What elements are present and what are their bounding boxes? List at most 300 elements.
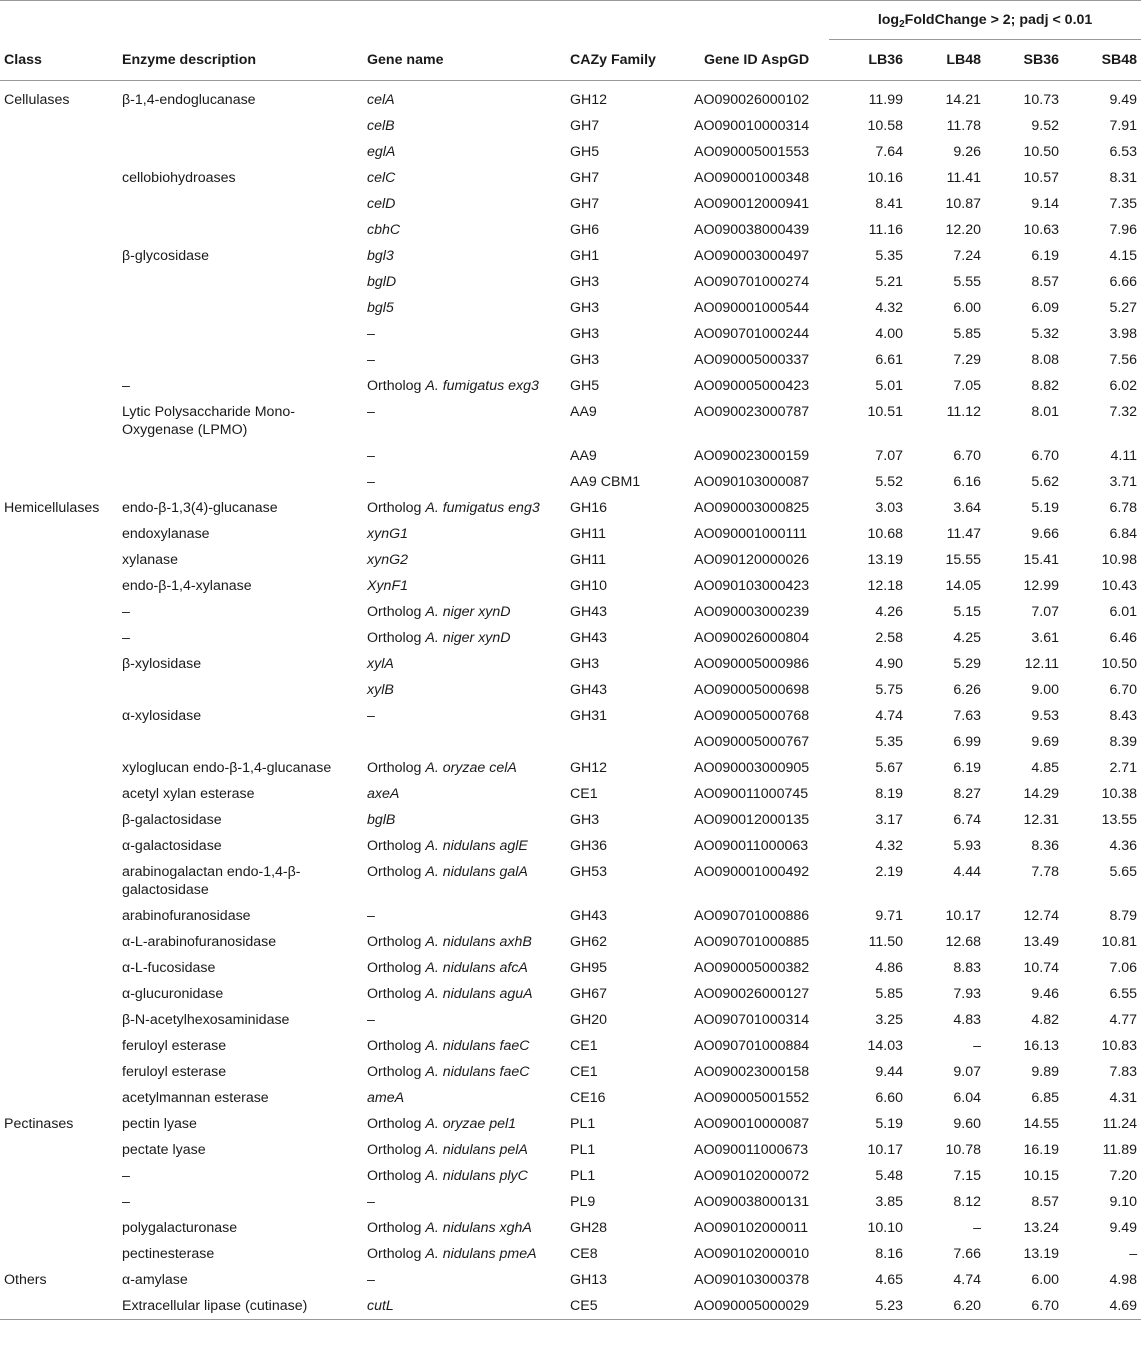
cell-gene-name	[363, 191, 566, 217]
cell-gene-id: AO090023000159	[694, 448, 810, 464]
gene-italic: celB	[367, 118, 395, 134]
cell-gene-name	[363, 547, 566, 573]
header-blank	[0, 1, 829, 40]
cell-gene-name	[363, 469, 566, 495]
cell-gene-name	[363, 1137, 566, 1163]
cell-lb36: 13.19	[867, 552, 904, 568]
gene-prefix: –	[367, 1194, 375, 1210]
cell-cazy-family: GH20	[570, 1012, 608, 1028]
cell-enzyme: cellobiohydroases	[122, 170, 236, 186]
cell-lb36: 5.19	[875, 1116, 904, 1132]
cell-class	[0, 729, 118, 755]
cell-class	[0, 1007, 118, 1033]
cell-lb36: 5.35	[875, 248, 904, 264]
cell-gene-id: AO090103000423	[694, 578, 810, 594]
table-row	[0, 399, 1141, 443]
cell-cazy-family: CE16	[570, 1090, 606, 1106]
cell-lb48: 10.78	[945, 1142, 982, 1158]
cell-sb36: 16.19	[1023, 1142, 1060, 1158]
cell-gene-id: AO090005001553	[694, 144, 810, 160]
cell-gene-name	[363, 347, 566, 373]
cell-sb48: 6.78	[1109, 500, 1138, 516]
cell-sb48: 9.10	[1109, 1194, 1138, 1210]
cell-cazy-family: GH6	[570, 222, 600, 238]
cell-class	[0, 781, 118, 807]
cell-lb36: 14.03	[867, 1038, 904, 1054]
cell-sb36: 10.15	[1023, 1168, 1060, 1184]
cell-class	[0, 1137, 118, 1163]
table-body	[0, 81, 1141, 1320]
cell-lb48: 4.83	[953, 1012, 982, 1028]
cell-gene-name	[363, 729, 566, 755]
table-row	[0, 243, 1141, 269]
table-row	[0, 1033, 1141, 1059]
table-row	[0, 599, 1141, 625]
cell-cazy-family: CE1	[570, 1064, 598, 1080]
cell-gene-name	[363, 1241, 566, 1267]
cell-sb36: 8.36	[1031, 838, 1060, 854]
cell-lb48: 7.15	[953, 1168, 982, 1184]
cell-cazy-family: PL9	[570, 1194, 596, 1210]
gene-italic: celD	[367, 196, 396, 212]
cell-gene-name	[363, 929, 566, 955]
table-row	[0, 269, 1141, 295]
cell-lb36: 4.32	[875, 300, 904, 316]
cell-gene-name	[363, 521, 566, 547]
cell-sb36: 8.57	[1031, 1194, 1060, 1210]
gene-italic: bglB	[367, 812, 396, 828]
cell-enzyme	[118, 113, 363, 139]
cell-enzyme	[118, 469, 363, 495]
gene-prefix: Ortholog	[367, 1220, 426, 1236]
cell-lb48: 15.55	[945, 552, 982, 568]
cell-enzyme: arabinofuranosidase	[122, 908, 251, 924]
cell-lb36: 5.52	[875, 474, 904, 490]
cell-sb48: 10.43	[1101, 578, 1138, 594]
cell-class	[0, 373, 118, 399]
cell-sb36: 10.73	[1023, 92, 1060, 108]
cell-sb48: 9.49	[1109, 1220, 1138, 1236]
gene-italic: A. oryzae pel1	[425, 1116, 517, 1132]
cell-lb36: 4.90	[875, 656, 904, 672]
cell-class	[0, 859, 118, 903]
cell-gene-name	[363, 1033, 566, 1059]
table-row	[0, 955, 1141, 981]
cell-lb48: 7.05	[953, 378, 982, 394]
cell-class	[0, 703, 118, 729]
cell-sb36: 12.11	[1024, 656, 1060, 672]
cell-gene-id: AO090005001552	[694, 1090, 810, 1106]
gene-prefix: Ortholog	[367, 1246, 426, 1262]
table-row	[0, 1189, 1141, 1215]
cell-sb48: 4.77	[1109, 1012, 1138, 1028]
gene-italic: bgl3	[367, 248, 394, 264]
cell-lb36: 4.32	[875, 838, 904, 854]
cell-sb48: 4.31	[1109, 1090, 1138, 1106]
cell-lb48: 6.20	[907, 1293, 985, 1320]
gene-italic: A. nidulans pmeA	[425, 1246, 537, 1262]
cell-enzyme: –	[122, 630, 130, 646]
cell-gene-name	[363, 295, 566, 321]
table-row	[0, 81, 1141, 114]
cell-enzyme	[118, 139, 363, 165]
cell-sb48: 7.91	[1109, 118, 1138, 134]
gene-italic: XynF1	[367, 578, 409, 594]
cell-enzyme: acetyl xylan esterase	[122, 786, 255, 802]
table-row	[0, 755, 1141, 781]
gene-italic: bgl5	[367, 300, 394, 316]
cell-sb36: 14.55	[1023, 1116, 1060, 1132]
cell-lb48: 4.74	[953, 1272, 982, 1288]
cell-class	[0, 469, 118, 495]
cell-class	[0, 347, 118, 373]
cell-enzyme: pectate lyase	[122, 1142, 206, 1158]
cell-class	[0, 1163, 118, 1189]
cell-gene-name	[363, 139, 566, 165]
cell-cazy-family: AA9	[570, 448, 597, 464]
cell-gene-id: AO090012000941	[694, 196, 810, 212]
cell-gene-name	[363, 781, 566, 807]
cell-cazy-family: GH7	[570, 118, 600, 134]
cell-lb48: 6.70	[953, 448, 982, 464]
gene-prefix: Ortholog	[367, 604, 426, 620]
cell-lb48: 11.78	[946, 118, 982, 134]
cell-sb48: 10.50	[1101, 656, 1138, 672]
cell-cazy-family: GH3	[570, 812, 600, 828]
cell-lb36: 10.58	[867, 118, 904, 134]
cell-gene-id: AO090001000111	[694, 526, 808, 542]
cell-gene-id: AO090010000314	[694, 118, 810, 134]
cell-cazy-family	[566, 729, 684, 755]
cell-gene-id: AO090003000905	[694, 760, 810, 776]
cell-lb48: 14.05	[945, 578, 982, 594]
cell-lb36: 8.41	[875, 196, 904, 212]
cell-lb48: 12.20	[945, 222, 982, 238]
cell-class	[0, 399, 118, 443]
cell-enzyme	[118, 269, 363, 295]
cell-sb36: 16.13	[1023, 1038, 1060, 1054]
cell-lb48: 7.66	[953, 1246, 982, 1262]
cell-gene-name	[363, 981, 566, 1007]
cell-enzyme: –	[122, 378, 130, 394]
cell-enzyme	[118, 729, 363, 755]
table-row	[0, 1007, 1141, 1033]
gene-prefix: –	[367, 1012, 375, 1028]
cell-lb48: 5.55	[953, 274, 982, 290]
cell-enzyme: β-galactosidase	[122, 812, 222, 828]
table-row	[0, 1137, 1141, 1163]
cell-sb48: 6.46	[1109, 630, 1138, 646]
cell-sb48: 4.15	[1109, 248, 1138, 264]
gene-italic: A. nidulans galA	[425, 864, 528, 880]
table-row	[0, 521, 1141, 547]
cell-class	[0, 165, 118, 191]
cell-sb48: 8.79	[1109, 908, 1138, 924]
fold-change-group-header: $\log_2FoldChange > 2$; padj < 0.01	[829, 1, 1141, 40]
cell-gene-id: AO090005000986	[694, 656, 810, 672]
cell-gene-id: AO090701000885	[694, 934, 810, 950]
cell-sb36: 5.62	[1031, 474, 1060, 490]
cell-lb36: 5.35	[875, 734, 904, 750]
table-row	[0, 859, 1141, 903]
table-row	[0, 1241, 1141, 1267]
cell-lb36: 6.61	[875, 352, 904, 368]
cell-enzyme	[118, 321, 363, 347]
cell-lb36: 4.65	[875, 1272, 904, 1288]
cell-class	[0, 833, 118, 859]
cell-cazy-family: GH3	[570, 274, 600, 290]
cell-lb48: 6.00	[953, 300, 982, 316]
cell-cazy-family: GH5	[570, 378, 600, 394]
cell-gene-id: AO090103000378	[694, 1272, 810, 1288]
cell-sb36: 5.19	[1031, 500, 1060, 516]
gene-prefix: Ortholog	[367, 1064, 426, 1080]
cell-lb48: 7.63	[953, 708, 982, 724]
cell-lb36: 5.67	[875, 760, 904, 776]
cell-cazy-family: PL1	[570, 1116, 596, 1132]
cell-sb36: 8.08	[1031, 352, 1060, 368]
cell-sb36: 7.07	[1031, 604, 1060, 620]
cell-lb48: 4.44	[953, 864, 982, 880]
cell-gene-id: AO090001000492	[694, 864, 810, 880]
cell-lb48: 8.12	[953, 1194, 982, 1210]
cell-class	[0, 443, 118, 469]
cell-gene-id: AO090023000787	[694, 404, 810, 420]
cell-enzyme: feruloyl esterase	[122, 1064, 227, 1080]
cell-sb36: 10.57	[1023, 170, 1060, 186]
cell-gene-name	[363, 755, 566, 781]
cell-lb48: 9.26	[953, 144, 982, 160]
cell-lb36: 11.50	[868, 934, 904, 950]
cell-cazy-family: PL1	[570, 1168, 596, 1184]
cell-cazy-family: GH7	[570, 196, 600, 212]
cell-cazy-family: GH31	[570, 708, 608, 724]
cell-sb48: 4.36	[1109, 838, 1138, 854]
cell-cazy-family: GH43	[570, 630, 608, 646]
cell-cazy-family: GH43	[570, 682, 608, 698]
cell-cazy-family: GH16	[570, 500, 608, 516]
table-row	[0, 1215, 1141, 1241]
cell-sb36: 6.00	[1031, 1272, 1060, 1288]
cell-sb48: 11.24	[1102, 1116, 1138, 1132]
cell-gene-name	[363, 703, 566, 729]
cell-sb48: 9.49	[1109, 92, 1138, 108]
table-row	[0, 833, 1141, 859]
gene-prefix: –	[367, 326, 375, 342]
col-header-enzyme: Enzyme description	[118, 40, 363, 81]
gene-prefix: Ortholog	[367, 500, 426, 516]
cell-gene-id: AO090038000439	[694, 222, 810, 238]
cell-gene-name	[363, 1163, 566, 1189]
table-row	[0, 625, 1141, 651]
cell-sb36: 3.61	[1031, 630, 1060, 646]
cell-sb48: 4.69	[1063, 1293, 1141, 1320]
cell-sb36: 9.89	[1031, 1064, 1060, 1080]
cell-gene-name	[363, 165, 566, 191]
table-row	[0, 443, 1141, 469]
cell-gene-name	[363, 1085, 566, 1111]
cell-cazy-family: GH11	[570, 552, 607, 568]
cell-class	[0, 903, 118, 929]
cell-enzyme: α-xylosidase	[122, 708, 202, 724]
col-header-gene-id: Gene ID AspGD	[684, 40, 829, 81]
col-header-sb48: SB48	[1063, 40, 1141, 81]
cell-cazy-family: GH3	[570, 352, 600, 368]
table-row	[0, 547, 1141, 573]
cell-enzyme	[118, 295, 363, 321]
gene-prefix: Ortholog	[367, 1168, 426, 1184]
cell-cazy-family: GH10	[570, 578, 608, 594]
table-row	[0, 295, 1141, 321]
cell-gene-id: AO090005000382	[694, 960, 810, 976]
table-row	[0, 113, 1141, 139]
cell-gene-name	[363, 833, 566, 859]
cell-class	[0, 191, 118, 217]
cell-class	[0, 955, 118, 981]
cell-lb36: 5.21	[875, 274, 904, 290]
col-header-sb36: SB36	[985, 40, 1063, 81]
cell-lb48: 11.47	[946, 526, 982, 542]
cell-sb48: 3.71	[1109, 474, 1138, 490]
gene-italic: A. fumigatus eng3	[425, 500, 540, 516]
cell-lb48: –	[973, 1038, 982, 1054]
cell-sb48: 4.11	[1110, 448, 1138, 464]
cell-enzyme: acetylmannan esterase	[122, 1090, 269, 1106]
table-row	[0, 347, 1141, 373]
cell-sb36: 10.50	[1023, 144, 1060, 160]
cell-sb48: 2.71	[1109, 760, 1138, 776]
cell-lb48: 6.19	[953, 760, 982, 776]
cell-cazy-family: GH13	[570, 1272, 608, 1288]
cell-lb48: –	[973, 1220, 982, 1236]
cell-gene-name	[363, 1215, 566, 1241]
cell-class	[0, 1215, 118, 1241]
cell-enzyme: Extracellular lipase (cutinase)	[118, 1293, 363, 1320]
gene-prefix: –	[367, 404, 375, 420]
cell-lb48: 6.74	[953, 812, 982, 828]
cell-gene-id: AO090003000825	[694, 500, 810, 516]
cell-cazy-family: GH7	[570, 170, 600, 186]
table-row	[0, 729, 1141, 755]
cell-lb36: 11.16	[868, 222, 904, 238]
cell-enzyme	[118, 217, 363, 243]
table-row	[0, 165, 1141, 191]
cell-enzyme: pectin lyase	[122, 1116, 197, 1132]
cell-gene-name	[363, 677, 566, 703]
cell-gene-id: AO090005000698	[694, 682, 810, 698]
cell-enzyme: pectinesterase	[122, 1246, 215, 1262]
cell-lb48: 12.68	[945, 934, 982, 950]
cell-sb36: 8.57	[1031, 274, 1060, 290]
cell-enzyme: α-L-fucosidase	[122, 960, 216, 976]
cell-class	[0, 139, 118, 165]
gene-italic: cutL	[367, 1298, 394, 1314]
cell-lb48: 10.87	[945, 196, 982, 212]
cell-gene-id: AO090003000239	[694, 604, 810, 620]
cell-class	[0, 217, 118, 243]
cell-gene-id: AO090103000087	[694, 474, 810, 490]
cell-sb48: 10.98	[1101, 552, 1138, 568]
cell-lb36: 2.19	[875, 864, 904, 880]
cell-lb48: 3.64	[953, 500, 982, 516]
cell-sb36: 14.29	[1023, 786, 1060, 802]
cell-sb48: 11.89	[1102, 1142, 1138, 1158]
cell-lb48: 11.12	[946, 404, 982, 420]
cell-gene-id: AO090701000274	[694, 274, 810, 290]
gene-italic: A. niger xynD	[425, 604, 511, 620]
cell-lb48: 5.15	[953, 604, 982, 620]
cell-sb36: 13.49	[1023, 934, 1060, 950]
cell-class: Pectinases	[4, 1116, 74, 1132]
cell-enzyme: endoxylanase	[122, 526, 210, 542]
cell-lb48: 4.25	[953, 630, 982, 646]
cell-enzyme: –	[122, 1168, 130, 1184]
cell-enzyme: α-galactosidase	[122, 838, 222, 854]
gene-italic: A. nidulans plyC	[425, 1168, 528, 1184]
gene-italic: xylA	[367, 656, 394, 672]
cell-class	[0, 1241, 118, 1267]
cell-lb36: 5.75	[875, 682, 904, 698]
cell-lb36: 8.16	[875, 1246, 904, 1262]
cell-gene-id: AO090003000497	[694, 248, 810, 264]
table-row	[0, 573, 1141, 599]
cell-gene-id: AO090701000314	[694, 1012, 810, 1028]
gene-prefix: Ortholog	[367, 864, 426, 880]
table-header	[0, 1, 1141, 81]
table-row	[0, 139, 1141, 165]
cell-gene-name	[363, 81, 566, 114]
cell-lb36: 6.60	[875, 1090, 904, 1106]
table-row	[0, 703, 1141, 729]
table-row	[0, 651, 1141, 677]
cell-sb48: 6.53	[1109, 144, 1138, 160]
cell-sb36: 7.78	[1031, 864, 1060, 880]
gene-italic: eglA	[367, 144, 396, 160]
table-row	[0, 1267, 1141, 1293]
cell-class	[0, 755, 118, 781]
gene-italic: A. oryzae celA	[425, 760, 517, 776]
cell-sb48: –	[1129, 1246, 1138, 1262]
cell-enzyme	[118, 677, 363, 703]
cell-sb48: 7.32	[1109, 404, 1138, 420]
gene-prefix: Ortholog	[367, 1116, 426, 1132]
col-header-cazy-family: CAZy Family	[566, 40, 684, 81]
cell-cazy-family: GH12	[570, 92, 608, 108]
cell-enzyme: endo-β-1,3(4)-glucanase	[122, 500, 278, 516]
cell-lb48: 8.27	[953, 786, 982, 802]
cell-gene-id: AO090005000768	[694, 708, 810, 724]
table-row	[0, 903, 1141, 929]
cell-sb48: 6.01	[1109, 604, 1138, 620]
cell-sb48: 5.65	[1109, 864, 1138, 880]
cell-cazy-family: GH5	[570, 144, 600, 160]
cell-enzyme: Lytic Polysaccharide Mono-Oxygenase (LPMO)	[122, 404, 295, 438]
gene-prefix: –	[367, 908, 375, 924]
cell-class	[0, 1189, 118, 1215]
gene-prefix: Ortholog	[367, 630, 426, 646]
cell-enzyme: β-1,4-endoglucanase	[122, 92, 256, 108]
cell-cazy-family: CE5	[566, 1293, 684, 1320]
table-row	[0, 191, 1141, 217]
gene-italic: xylB	[367, 682, 394, 698]
cell-lb36: 3.85	[875, 1194, 904, 1210]
cell-sb36: 10.63	[1023, 222, 1060, 238]
cell-lb36: 4.86	[875, 960, 904, 976]
cell-cazy-family: GH3	[570, 326, 600, 342]
cell-sb36: 8.01	[1031, 404, 1060, 420]
gene-prefix: –	[367, 352, 375, 368]
cell-enzyme: polygalacturonase	[122, 1220, 238, 1236]
